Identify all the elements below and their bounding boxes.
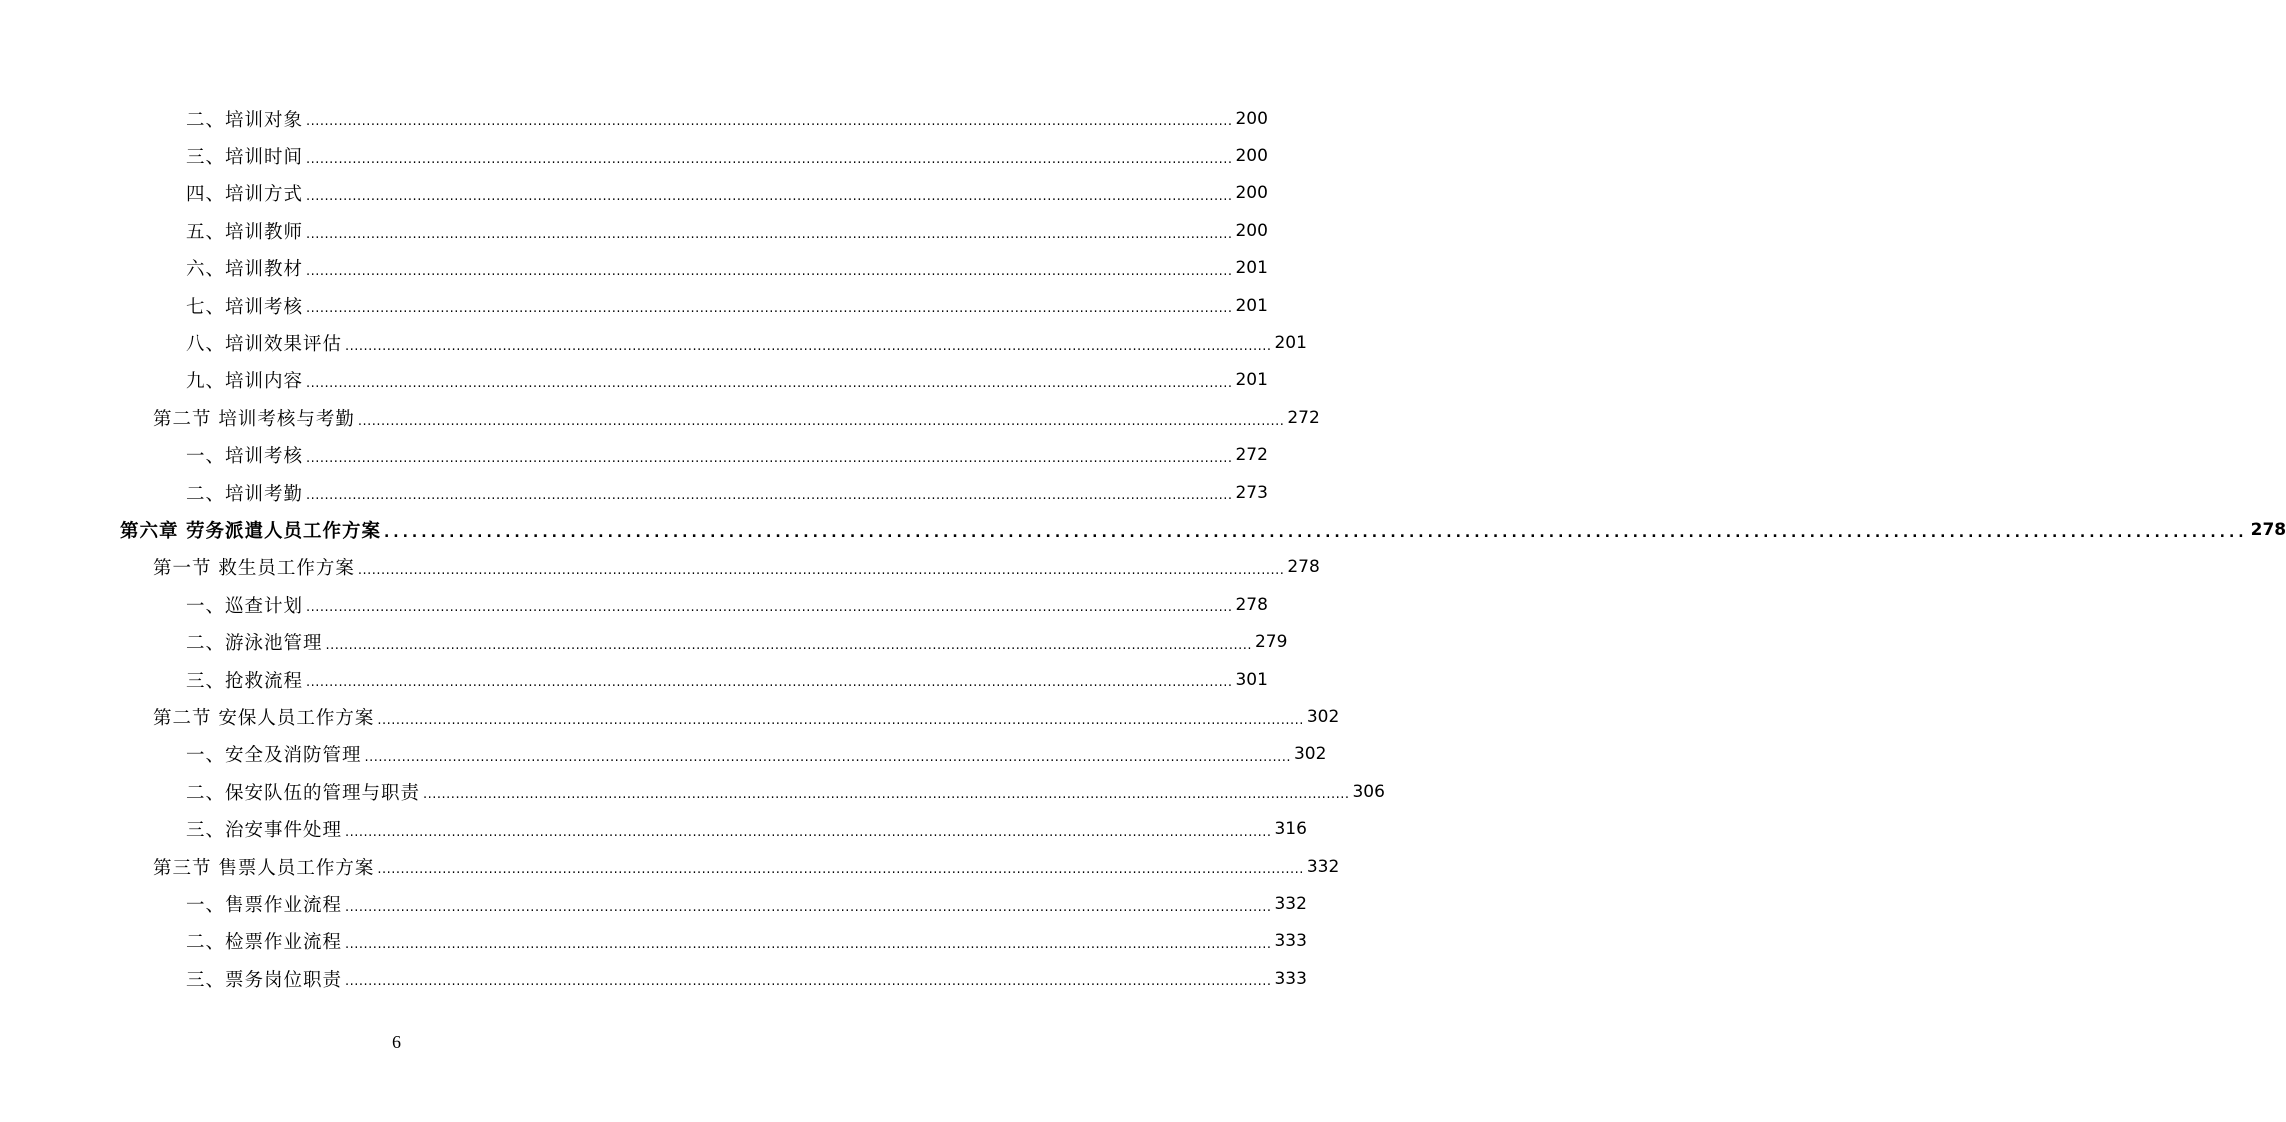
toc-entry-title: 二、培训对象 — [186, 109, 304, 131]
toc-entry-page: 278 — [1235, 594, 1268, 615]
toc-entry-item[interactable] — [0, 324, 1307, 361]
toc-leader-dots: ........................................................................................................................................................................................................ — [306, 301, 1233, 317]
toc-entry-chapter[interactable] — [0, 511, 2286, 548]
toc-entry-item[interactable] — [0, 623, 1288, 660]
toc-leader-dots: ........................................................................................................................................................................................................ — [306, 450, 1233, 466]
toc-entry-title: 一、培训考核 — [186, 446, 304, 468]
toc-entry-title: 六、培训教材 — [186, 259, 304, 281]
toc-leader-dots: ........................................................................................................................................................................................................ — [306, 151, 1233, 167]
toc-entry-title: 一、安全及消防管理 — [186, 745, 362, 767]
toc-entry-page: 316 — [1274, 819, 1307, 840]
table-of-contents — [0, 100, 2286, 997]
toc-leader-dots: ........................................................................................................................................................................................................ — [345, 824, 1272, 840]
toc-entry-title: 二、保安队伍的管理与职责 — [186, 782, 421, 804]
toc-leader-dots: ........................................................................................................................................................................................................ — [306, 675, 1233, 691]
toc-entry-page: 200 — [1235, 183, 1268, 204]
toc-entry-page: 301 — [1235, 669, 1268, 690]
toc-entry-title: 第六章 劳务派遣人员工作方案 — [120, 520, 381, 542]
toc-entry-item[interactable] — [0, 362, 1268, 399]
toc-entry-title: 二、培训考勤 — [186, 483, 304, 505]
toc-entry-title: 第二节 培训考核与考勤 — [153, 408, 355, 430]
toc-leader-dots: ........................................................................................................................................................................................................ — [306, 189, 1233, 205]
toc-entry-item[interactable] — [0, 661, 1268, 698]
toc-entry-page: 200 — [1235, 146, 1268, 167]
toc-entry-page: 332 — [1274, 893, 1307, 914]
toc-leader-dots: ........................................................................................................................................................................................................ — [345, 338, 1272, 354]
toc-entry-page: 200 — [1235, 108, 1268, 129]
toc-entry-page: 333 — [1274, 931, 1307, 952]
toc-entry-page: 201 — [1235, 370, 1268, 391]
toc-entry-page: 332 — [1306, 856, 1340, 877]
toc-entry-title: 三、治安事件处理 — [186, 820, 343, 842]
toc-entry-title: 七、培训考核 — [186, 296, 304, 318]
toc-entry-page: 272 — [1287, 407, 1320, 428]
toc-leader-dots: ........................................................................................................................................................................................................ — [357, 563, 1285, 579]
toc-entry-page: 272 — [1235, 445, 1268, 466]
toc-entry-item[interactable] — [0, 250, 1268, 287]
toc-entry-page: 201 — [1235, 295, 1268, 316]
toc-entry-title: 一、巡查计划 — [186, 595, 304, 617]
toc-entry-section[interactable] — [0, 399, 1320, 436]
toc-entry-item[interactable] — [0, 885, 1307, 922]
toc-entry-title: 五、培训教师 — [186, 221, 304, 243]
toc-entry-title: 第一节 救生员工作方案 — [153, 558, 355, 580]
toc-entry-title: 九、培训内容 — [186, 371, 304, 393]
toc-entry-title: 三、票务岗位职责 — [186, 969, 343, 991]
toc-entry-page: 302 — [1293, 744, 1327, 765]
toc-leader-dots: ........................................................................................................................................................................................................ — [377, 862, 1304, 878]
toc-entry-page: 278 — [2250, 519, 2286, 540]
toc-entry-item[interactable] — [0, 960, 1307, 997]
toc-entry-page: 333 — [1274, 968, 1307, 989]
toc-entry-item[interactable] — [0, 810, 1307, 847]
toc-leader-dots: ........................................................................................................................................................................................................ — [306, 600, 1233, 616]
toc-leader-dots: ........................................................................................................................................................................................................ — [306, 376, 1233, 392]
toc-entry-title: 二、游泳池管理 — [186, 633, 323, 655]
toc-entry-item[interactable] — [0, 212, 1268, 249]
toc-entry-title: 八、培训效果评估 — [186, 334, 343, 356]
toc-entry-title: 四、培训方式 — [186, 184, 304, 206]
toc-leader-dots: ........................................................................................................................................................................................................ — [325, 637, 1252, 653]
toc-entry-title: 三、抢救流程 — [186, 670, 304, 692]
toc-entry-item[interactable] — [0, 100, 1268, 137]
toc-leader-dots: ........................................................................................................................................................................................................ — [306, 488, 1233, 504]
toc-leader-dots: ........................................................................................................................................................................................................ — [345, 936, 1272, 952]
toc-entry-page: 279 — [1254, 632, 1288, 653]
toc-entry-page: 201 — [1274, 333, 1307, 354]
toc-leader-dots: ........................................................................................................................................................................................................ — [357, 413, 1285, 429]
toc-entry-item[interactable] — [0, 437, 1268, 474]
toc-entry-page: 302 — [1306, 706, 1340, 727]
toc-leader-dots: ........................................................................................................................................................................................................ — [377, 712, 1304, 728]
toc-leader-dots: ........................................................................................................................................................................................................ — [383, 524, 2248, 541]
toc-leader-dots: ........................................................................................................................................................................................................ — [423, 787, 1350, 803]
toc-entry-item[interactable] — [0, 586, 1268, 623]
toc-entry-page: 278 — [1287, 557, 1320, 578]
toc-leader-dots: ........................................................................................................................................................................................................ — [345, 974, 1272, 990]
toc-entry-title: 三、培训时间 — [186, 147, 304, 169]
toc-entry-title: 第二节 安保人员工作方案 — [153, 707, 375, 729]
toc-entry-page: 201 — [1235, 258, 1268, 279]
toc-entry-section[interactable] — [0, 698, 1340, 735]
toc-leader-dots: ........................................................................................................................................................................................................ — [306, 226, 1233, 242]
toc-entry-title: 二、检票作业流程 — [186, 932, 343, 954]
toc-entry-item[interactable] — [0, 474, 1268, 511]
toc-entry-item[interactable] — [0, 137, 1268, 174]
toc-entry-item[interactable] — [0, 773, 1385, 810]
toc-entry-title: 一、售票作业流程 — [186, 894, 343, 916]
toc-entry-section[interactable] — [0, 549, 1320, 586]
page-number: 6 — [392, 1032, 401, 1052]
toc-entry-item[interactable] — [0, 175, 1268, 212]
toc-entry-title: 第三节 售票人员工作方案 — [153, 857, 375, 879]
toc-entry-page: 200 — [1235, 220, 1268, 241]
toc-leader-dots: ........................................................................................................................................................................................................ — [345, 899, 1272, 915]
toc-entry-item[interactable] — [0, 736, 1327, 773]
toc-entry-item[interactable] — [0, 287, 1268, 324]
toc-entry-section[interactable] — [0, 848, 1340, 885]
toc-leader-dots: ........................................................................................................................................................................................................ — [364, 750, 1291, 766]
toc-leader-dots: ........................................................................................................................................................................................................ — [306, 263, 1233, 279]
toc-leader-dots: ........................................................................................................................................................................................................ — [306, 114, 1233, 130]
toc-entry-page: 273 — [1235, 482, 1268, 503]
toc-entry-page: 306 — [1352, 781, 1385, 802]
toc-entry-item[interactable] — [0, 923, 1307, 960]
